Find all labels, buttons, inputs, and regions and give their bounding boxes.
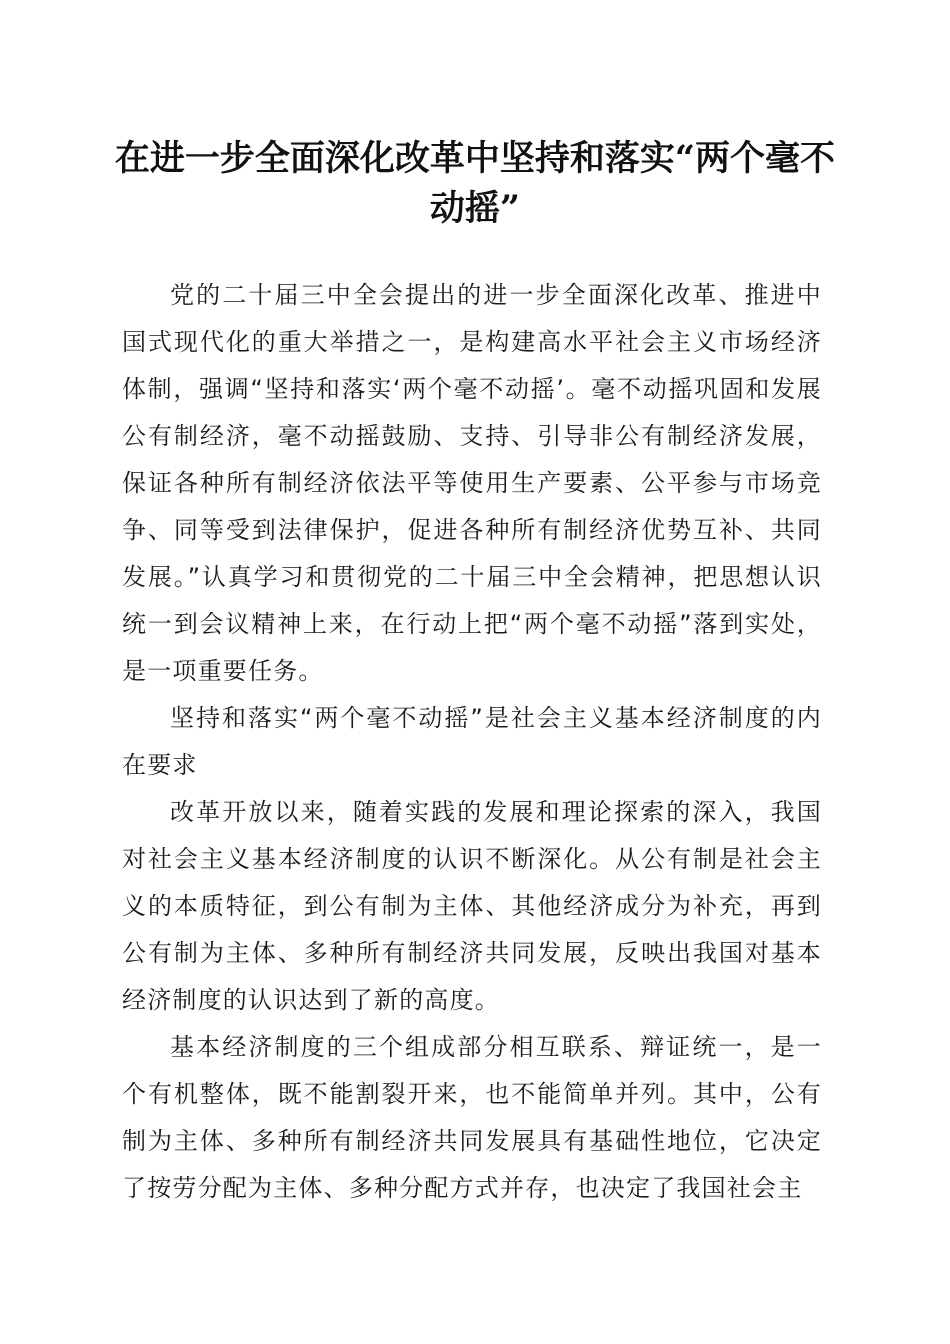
section-heading: 坚持和落实“两个毫不动摇”是社会主义基本经济制度的内在要求 xyxy=(122,704,822,779)
document-body xyxy=(122,272,822,1212)
paragraph-1: 党的二十届三中全会提出的进一步全面深化改革、推进中国式现代化的重大举措之一，是构建高水平社会主义市场经济体制，强调“坚持和落实‘两个毫不动摇’。毫不动摇巩固和发展公有制经济，毫不动摇鼓励、支持、引导非公有制经济发展，保证各种所有制经济依法平等使用生产要素、公平参与市场竞争、同等受到法律保护，促进各种所有制经济优势互补、共同发展。”认真学习和贯彻党的二十届三中全会精神，把思想认识统一到会议精神上来，在行动上把“两个毫不动摇”落到实处，是一项重要任务。 xyxy=(122,281,822,685)
paragraph-2: 改革开放以来，随着实践的发展和理论探索的深入，我国对社会主义基本经济制度的认识不断深化。从公有制是社会主义的本质特征，到公有制为主体、其他经济成分为补充，再到公有制为主体、多种所有制经济共同发展，反映出我国对基本经济制度的认识达到了新的高度。 xyxy=(122,798,822,1014)
document-title: 在进一步全面深化改革中坚持和落实“两个毫不动摇” xyxy=(114,138,836,229)
paragraph-3: 基本经济制度的三个组成部分相互联系、辩证统一，是一个有机整体，既不能割裂开来，也不能简单并列。其中，公有制为主体、多种所有制经济共同发展具有基础性地位，它决定了按劳分配为主体、多种分配方式并存，也决定了我国社会主 xyxy=(122,1033,822,1202)
